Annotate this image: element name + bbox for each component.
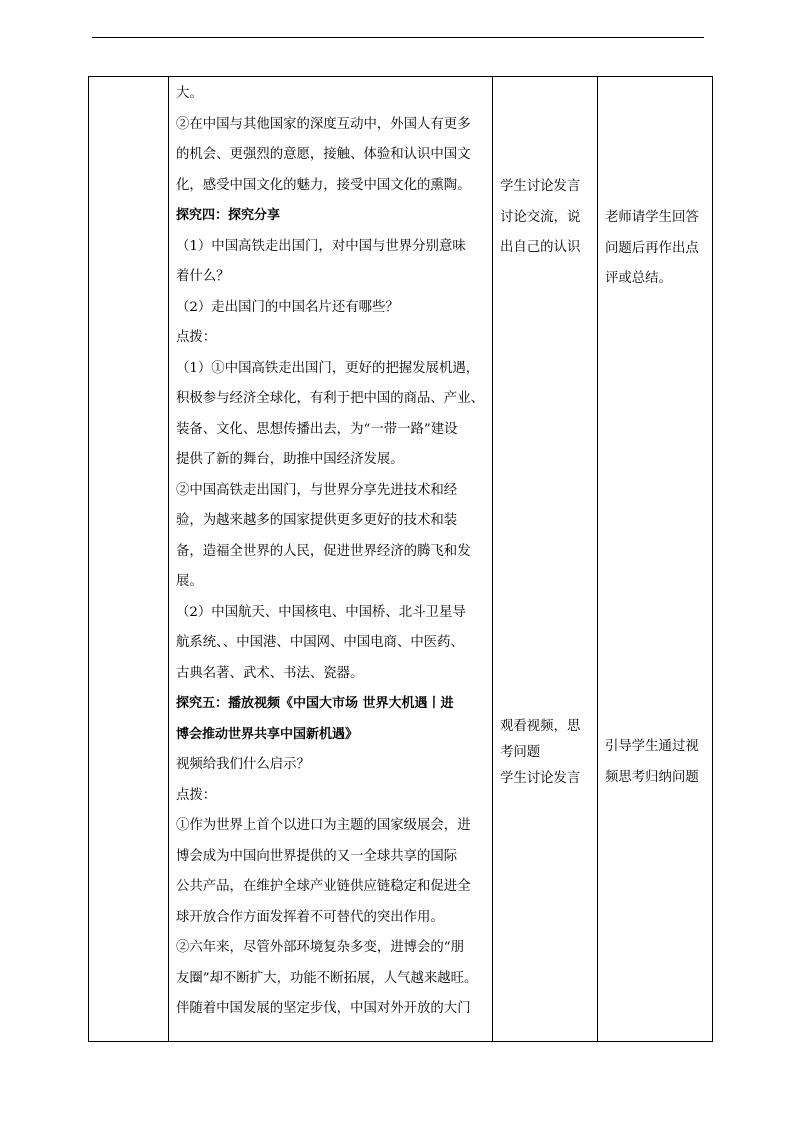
content-line: 视频给我们什么启示？ <box>176 757 310 772</box>
content-line: 装备、文化、思想传播出去，为“一带一路”建设 <box>176 421 458 437</box>
content-line: 点拨： <box>176 330 217 345</box>
content-line: ②中国高铁走出国门，与世界分享先进技术和经 <box>176 482 458 498</box>
content-line: （1）中国高铁走出国门，对中国与世界分别意味 <box>176 238 466 254</box>
content-line: （2）中国航天、中国核电、中国桥、北斗卫星导 <box>176 604 466 620</box>
content-line: ②在中国与其他国家的深度互动中，外国人有更多 <box>176 116 471 132</box>
content-line: 点拨： <box>176 787 217 803</box>
content-line: 提供了新的舞台，助推中国经济发展。 <box>176 452 404 467</box>
content-line: 积极参与经济全球化，有利于把中国的商品、产业、 <box>176 391 484 406</box>
student-line: 出自己的认识 <box>500 240 581 255</box>
content-line: 球开放合作方面发挥着不可替代的突出作用。 <box>176 909 444 925</box>
teacher-activity-block-1 <box>605 203 708 295</box>
blank-column-cell <box>89 77 169 1042</box>
section-heading: 探究五：播放视频《中国大市场 世界大机遇丨进 <box>176 696 454 711</box>
content-line: 公共产品，在维护全球产业链供应链稳定和促进全 <box>176 879 471 894</box>
teacher-line: 引导学生通过视 <box>605 739 699 754</box>
teacher-line: 频思考归纳问题 <box>605 769 699 785</box>
content-line: 航系统、、中国港、中国网、中国电商、中医药、 <box>176 635 464 650</box>
content-line: 博会成为中国向世界提供的又一全球共享的国际 <box>176 848 458 864</box>
teacher-line: 评或总结。 <box>605 271 672 286</box>
content-column-cell <box>169 77 493 1042</box>
content-line: 展。 <box>176 574 203 589</box>
section-heading: 探究四：探究分享 <box>176 208 281 223</box>
student-line: 学生讨论发言 <box>500 179 581 194</box>
content-line: 备，造福全世界的人民，促进世界经济的腾飞和发 <box>176 543 471 559</box>
content-line: 验，为越来越多的国家提供更多更好的技术和装 <box>176 513 458 528</box>
teacher-line: 问题后再作出点 <box>605 240 699 256</box>
student-line: 讨论交流，说 <box>500 209 581 225</box>
content-line: 友圈”却不断扩大，功能不断拓展，人气越来越旺。 <box>176 970 478 986</box>
teacher-activity-cell <box>598 77 713 1042</box>
student-line: 观看视频，思 <box>500 719 581 734</box>
content-line: ②六年来，尽管外部环境复杂多变，进博会的“朋 <box>176 940 465 955</box>
student-line: 考问题 <box>500 745 541 760</box>
content-line: 化，感受中国文化的魅力，接受中国文化的熏陶。 <box>176 177 471 193</box>
student-line: 学生讨论发言 <box>500 771 581 786</box>
teacher-activity-block-2 <box>605 732 708 793</box>
student-activity-block-2 <box>500 714 593 792</box>
content-line: （1）①中国高铁走出国门，更好的把握发展机遇， <box>176 360 480 376</box>
table-row <box>89 77 713 1042</box>
section-heading: 博会推动世界共享中国新机遇》 <box>176 726 359 742</box>
student-activity-block-1 <box>500 172 593 264</box>
content-line: 古典名著、武术、书法、瓷器。 <box>176 665 364 681</box>
content-line: ①作为世界上首个以进口为主题的国家级展会，进 <box>176 818 471 833</box>
content-line: 着什么？ <box>176 269 230 284</box>
content-line: 伴随着中国发展的坚定步伐，中国对外开放的大门 <box>176 1001 471 1016</box>
content-text <box>169 77 492 1025</box>
content-line: （2）走出国门的中国名片还有哪些？ <box>176 299 399 315</box>
content-line: 大。 <box>176 86 203 101</box>
lesson-table <box>88 76 713 1042</box>
student-activity-cell <box>493 77 598 1042</box>
header-rule <box>92 37 704 38</box>
teacher-line: 老师请学生回答 <box>605 210 699 225</box>
content-line: 的机会、更强烈的意愿，接触、体验和认识中国文 <box>176 147 471 162</box>
